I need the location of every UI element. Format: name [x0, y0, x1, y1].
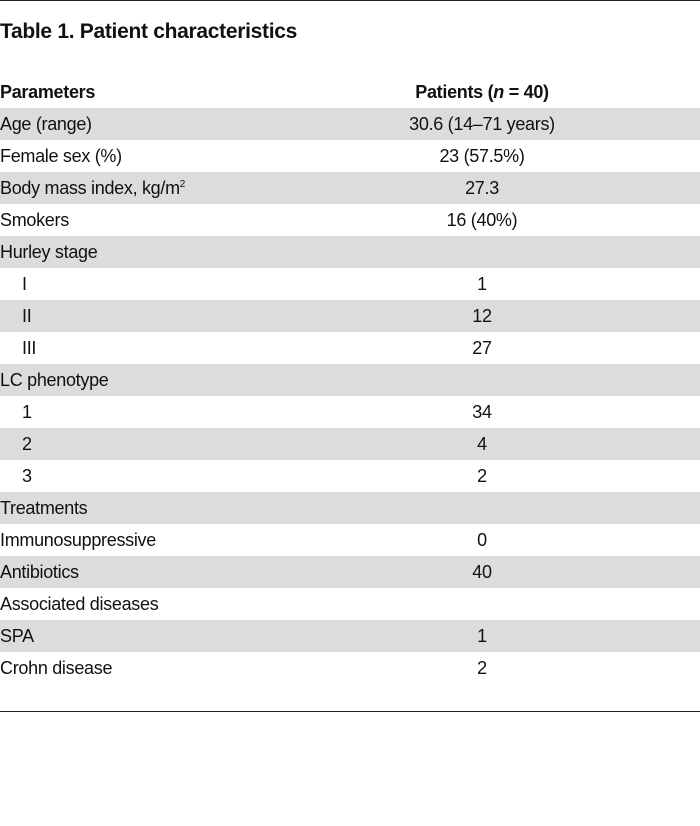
row-value: 4 [477, 433, 487, 454]
table-row [0, 396, 700, 428]
row-value: 2 [477, 465, 487, 486]
table-row [0, 620, 700, 652]
table-title: Table 1. Patient characteristics [0, 20, 297, 43]
row-label: II [22, 305, 32, 326]
table-row [0, 364, 700, 396]
table-row [0, 204, 700, 236]
table-row [0, 108, 700, 140]
table-row [0, 332, 700, 364]
row-value: 16 (40%) [446, 209, 518, 230]
table-row [0, 140, 700, 172]
row-label: Smokers [0, 209, 69, 230]
header-patients: Patients (n = 40) [415, 81, 549, 102]
row-label: Immunosuppressive [0, 529, 156, 550]
row-label: Associated diseases [0, 593, 159, 614]
row-value: 0 [477, 529, 487, 550]
row-value: 2 [477, 657, 487, 678]
table-row [0, 556, 700, 588]
row-value: 1 [477, 625, 487, 646]
row-label: 2 [22, 433, 32, 454]
table-row [0, 300, 700, 332]
row-value: 27 [472, 337, 492, 358]
row-label: Age (range) [0, 113, 92, 134]
row-label: 3 [22, 465, 32, 486]
table-row [0, 172, 700, 204]
patient-characteristics-table [0, 76, 700, 684]
table-row [0, 652, 700, 684]
table-row [0, 268, 700, 300]
table-row [0, 460, 700, 492]
row-label: III [22, 337, 37, 358]
row-label: Female sex (%) [0, 145, 122, 166]
row-label: Hurley stage [0, 241, 98, 262]
row-label: Treatments [0, 497, 88, 518]
row-label: SPA [0, 625, 34, 646]
table-row [0, 492, 700, 524]
row-label: 1 [22, 401, 32, 422]
superscript: 2 [179, 178, 186, 190]
bottom-rule [0, 711, 700, 712]
row-value: 34 [472, 401, 492, 422]
row-value: 1 [477, 273, 487, 294]
table-row [0, 588, 700, 620]
row-label: I [22, 273, 27, 294]
row-label: LC phenotype [0, 369, 109, 390]
row-label: Crohn disease [0, 657, 113, 678]
table-row [0, 524, 700, 556]
row-value: 12 [472, 305, 492, 326]
table-row [0, 236, 700, 268]
row-value: 27.3 [465, 177, 499, 198]
header-parameters: Parameters [0, 81, 96, 102]
row-value: 40 [472, 561, 492, 582]
top-rule [0, 0, 700, 1]
row-value: 30.6 (14–71 years) [409, 113, 555, 134]
row-value: 23 (57.5%) [439, 145, 525, 166]
row-label: Antibiotics [0, 561, 79, 582]
table-header-row [0, 76, 700, 108]
table-row [0, 428, 700, 460]
row-label: Body mass index, $kg/m^2$ [0, 177, 186, 198]
